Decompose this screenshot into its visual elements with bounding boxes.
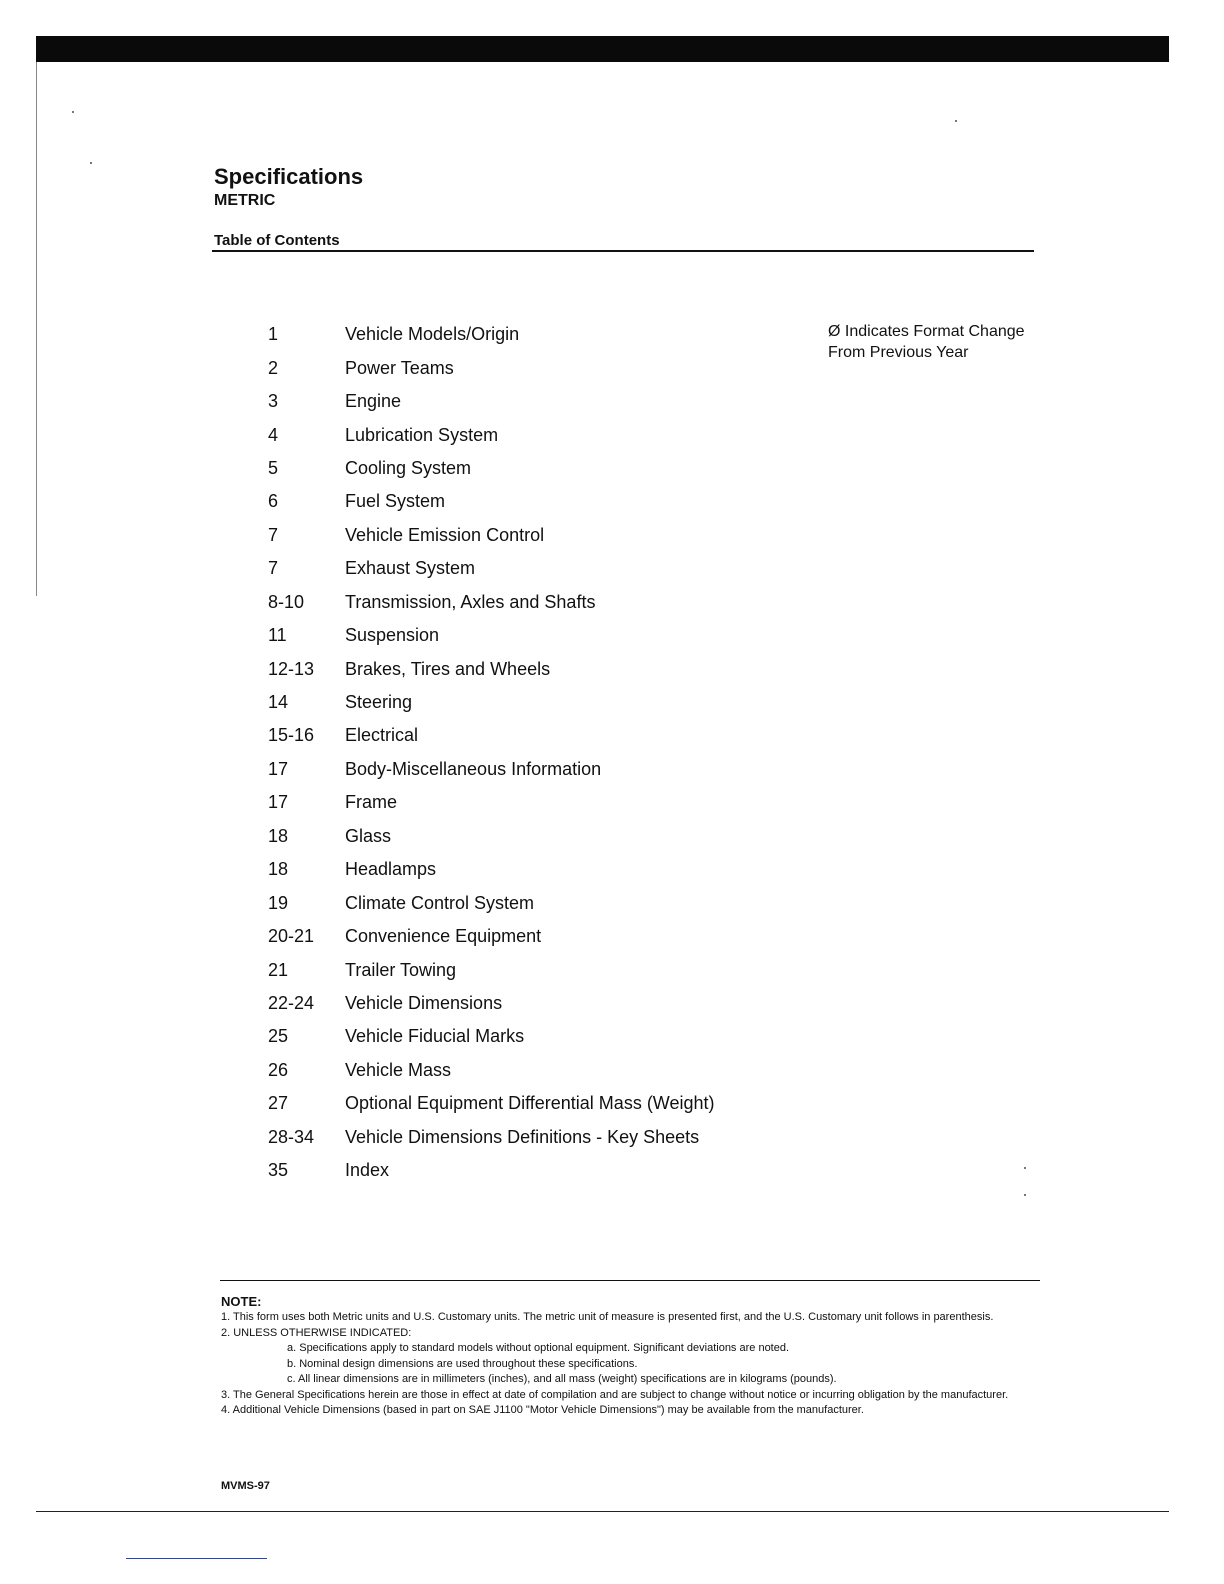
toc-page-number: 14 bbox=[268, 692, 289, 713]
toc-page-number: 2 bbox=[268, 357, 279, 378]
toc-entry-label: Steering bbox=[345, 692, 413, 713]
format-change-legend bbox=[828, 321, 1025, 363]
toc-page-number: 27 bbox=[268, 1093, 289, 1114]
toc-row[interactable] bbox=[268, 886, 828, 919]
toc-page-number: 22-24 bbox=[268, 992, 315, 1013]
toc-page-number: 11 bbox=[268, 625, 287, 646]
page-subtitle: METRIC bbox=[214, 192, 276, 209]
toc-entry-label: Headlamps bbox=[345, 859, 437, 880]
left-margin-line bbox=[36, 62, 37, 596]
toc-entry-label: Vehicle Mass bbox=[345, 1059, 452, 1080]
toc-page-number: 5 bbox=[268, 457, 279, 478]
toc-page-number: 1 bbox=[268, 324, 279, 345]
note-section bbox=[221, 1294, 1036, 1419]
toc-page-number: 17 bbox=[268, 758, 289, 779]
legend-line-1: Ø Indicates Format Change bbox=[828, 323, 1025, 340]
toc-row[interactable] bbox=[268, 519, 828, 552]
scan-speck bbox=[72, 111, 74, 113]
toc-entry-label: Suspension bbox=[345, 625, 440, 646]
toc-row[interactable] bbox=[268, 1087, 828, 1120]
toc-entry-label: Exhaust System bbox=[345, 558, 476, 579]
toc-page-number: 25 bbox=[268, 1026, 289, 1047]
toc-page-number: 7 bbox=[268, 558, 279, 579]
toc-row[interactable] bbox=[268, 1020, 828, 1053]
toc-entry-label: Fuel System bbox=[345, 491, 446, 512]
toc-row[interactable] bbox=[268, 920, 828, 953]
note-item-1: 1. This form uses both Metric units and U.S. Customary units. The metric unit of measure is presented first, and the U.S. Customary unit follows in parenthesis. bbox=[221, 1311, 994, 1323]
scan-speck bbox=[90, 162, 92, 164]
toc-page-number: 7 bbox=[268, 524, 279, 545]
toc-row[interactable] bbox=[268, 652, 828, 685]
toc-entry-label: Cooling System bbox=[345, 457, 472, 478]
toc-row[interactable] bbox=[268, 385, 828, 418]
toc-row[interactable] bbox=[268, 418, 828, 451]
bottom-rule bbox=[36, 1511, 1169, 1512]
toc-row[interactable] bbox=[268, 686, 828, 719]
toc-row[interactable] bbox=[268, 719, 828, 752]
toc-row[interactable] bbox=[268, 586, 828, 619]
note-item-2a: a. Specifications apply to standard models without optional equipment. Significant deviations are noted. bbox=[287, 1342, 790, 1354]
toc-page-number: 18 bbox=[268, 825, 289, 846]
table-of-contents bbox=[268, 318, 828, 1187]
toc-entry-label: Index bbox=[345, 1160, 390, 1181]
toc-row[interactable] bbox=[268, 753, 828, 786]
note-item-2b: b. Nominal design dimensions are used throughout these specifications. bbox=[287, 1357, 638, 1370]
toc-row[interactable] bbox=[268, 452, 828, 485]
toc-page-number: 12-13 bbox=[268, 658, 315, 679]
toc-entry-label: Brakes, Tires and Wheels bbox=[345, 658, 551, 679]
toc-entry-label: Trailer Towing bbox=[345, 959, 457, 980]
toc-entry-label: Electrical bbox=[345, 725, 419, 746]
toc-entry-label: Convenience Equipment bbox=[345, 926, 542, 947]
page-title: Specifications bbox=[214, 164, 364, 189]
toc-page-number: 4 bbox=[268, 424, 279, 445]
note-item-4: 4. Additional Vehicle Dimensions (based in part on SAE J1100 "Motor Vehicle Dimensions") may be available from the manufacturer. bbox=[221, 1404, 864, 1416]
toc-row[interactable] bbox=[268, 619, 828, 652]
toc-page-number: 26 bbox=[268, 1059, 289, 1080]
toc-row[interactable] bbox=[268, 485, 828, 518]
toc-heading-rule bbox=[212, 250, 1034, 252]
document-code: MVMS-97 bbox=[221, 1480, 270, 1492]
top-black-bar bbox=[36, 36, 1169, 62]
note-divider bbox=[220, 1280, 1040, 1281]
toc-entry-label: Vehicle Models/Origin bbox=[345, 324, 520, 345]
toc-page-number: 15-16 bbox=[268, 725, 315, 746]
toc-row[interactable] bbox=[268, 953, 828, 986]
toc-entry-label: Lubrication System bbox=[345, 424, 499, 445]
toc-page-number: 8-10 bbox=[268, 591, 305, 612]
toc-entry-label: Body-Miscellaneous Information bbox=[345, 758, 602, 779]
scan-speck bbox=[1024, 1194, 1026, 1196]
toc-row[interactable] bbox=[268, 1121, 828, 1154]
toc-entry-label: Vehicle Dimensions bbox=[345, 992, 503, 1013]
toc-entry-label: Vehicle Fiducial Marks bbox=[345, 1026, 525, 1047]
toc-row[interactable] bbox=[268, 351, 828, 384]
scan-speck bbox=[955, 120, 957, 122]
toc-row[interactable] bbox=[268, 820, 828, 853]
toc-row[interactable] bbox=[268, 987, 828, 1020]
toc-entry-label: Glass bbox=[345, 825, 392, 846]
scan-speck bbox=[1024, 1167, 1026, 1169]
toc-page-number: 6 bbox=[268, 491, 279, 512]
legend-line-2: From Previous Year bbox=[828, 344, 969, 361]
toc-page-number: 19 bbox=[268, 892, 289, 913]
toc-entry-label: Vehicle Dimensions Definitions - Key Sheets bbox=[345, 1126, 700, 1147]
toc-row[interactable] bbox=[268, 1054, 828, 1087]
toc-page-number: 28-34 bbox=[268, 1126, 315, 1147]
toc-entry-label: Vehicle Emission Control bbox=[345, 524, 545, 545]
toc-entry-label: Climate Control System bbox=[345, 892, 535, 913]
toc-row[interactable] bbox=[268, 552, 828, 585]
toc-entry-label: Transmission, Axles and Shafts bbox=[345, 591, 596, 612]
toc-entry-label: Optional Equipment Differential Mass (Weight) bbox=[345, 1093, 715, 1114]
toc-entry-label: Frame bbox=[345, 792, 398, 813]
toc-entry-label: Power Teams bbox=[345, 357, 454, 378]
toc-page-number: 18 bbox=[268, 859, 289, 880]
toc-page-number: 17 bbox=[268, 792, 289, 813]
toc-page-number: 3 bbox=[268, 391, 279, 412]
note-item-2: 2. UNLESS OTHERWISE INDICATED: bbox=[221, 1326, 412, 1339]
toc-row[interactable] bbox=[268, 786, 828, 819]
toc-row[interactable] bbox=[268, 853, 828, 886]
note-item-3: 3. The General Specifications herein are those in effect at date of compilation and are subject to change without notice or incurring obligation by the manufacturer. bbox=[221, 1388, 1009, 1401]
toc-page-number: 35 bbox=[268, 1160, 289, 1181]
toc-entry-label: Engine bbox=[345, 391, 402, 412]
toc-row[interactable] bbox=[268, 1154, 828, 1187]
toc-row[interactable] bbox=[268, 318, 828, 351]
toc-heading: Table of Contents bbox=[214, 232, 340, 249]
toc-page-number: 20-21 bbox=[268, 926, 315, 947]
link-underline bbox=[126, 1558, 267, 1559]
note-title: NOTE: bbox=[221, 1294, 262, 1309]
note-item-2c: c. All linear dimensions are in millimeters (inches), and all mass (weight) specifications are in kilograms (pounds). bbox=[287, 1373, 837, 1385]
toc-page-number: 21 bbox=[268, 959, 289, 980]
